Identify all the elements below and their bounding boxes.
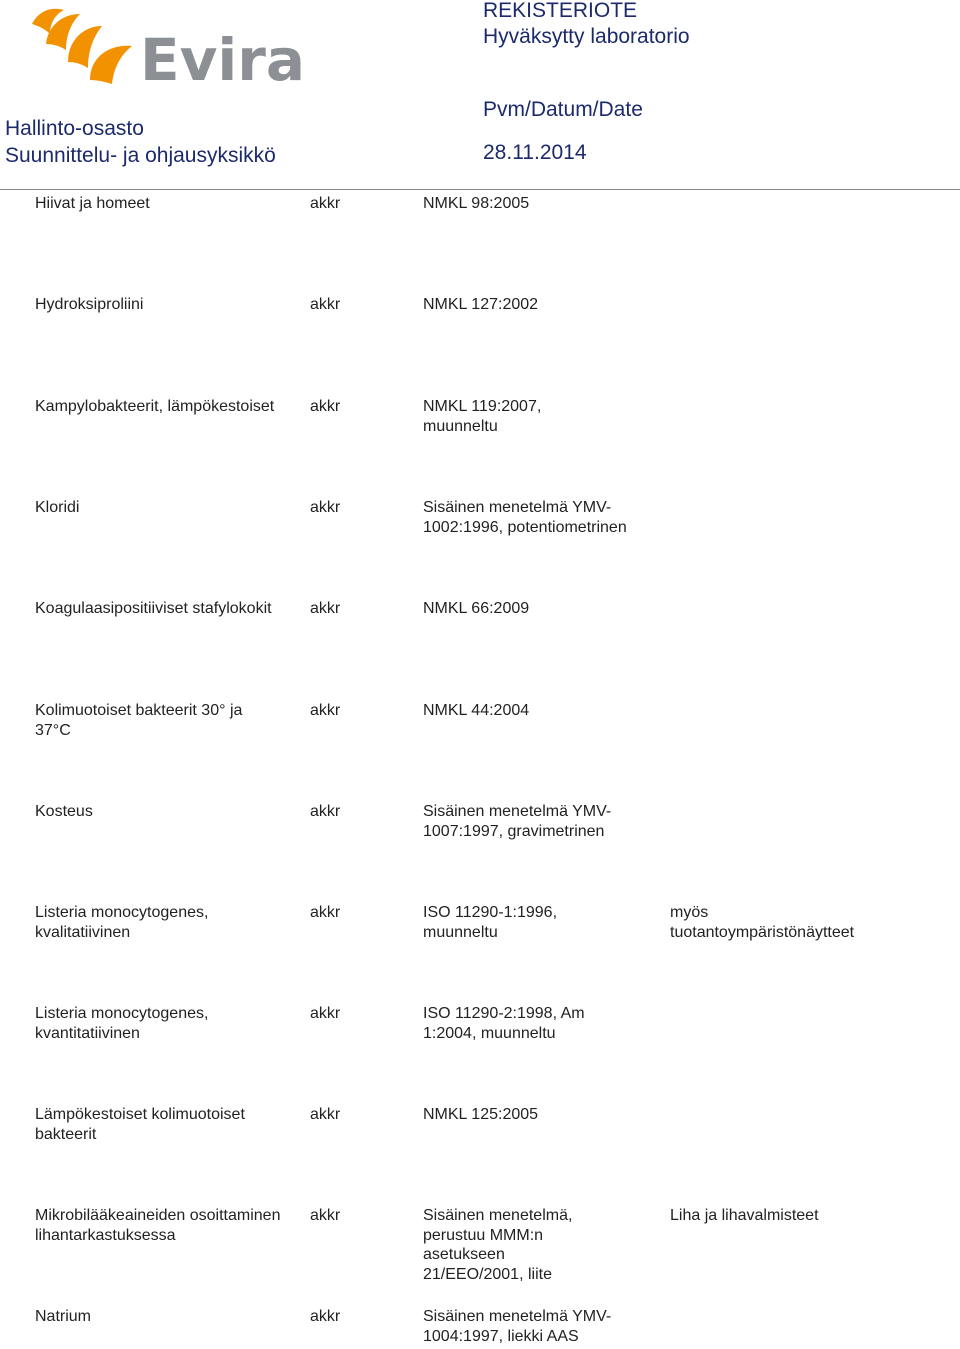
date-value: 28.11.2014: [483, 141, 587, 164]
method-reference: NMKL 44:2004: [423, 702, 530, 719]
analyte-name: Kolimuotoiset bakteerit 30° ja 37°C: [35, 702, 243, 739]
method-reference: NMKL 98:2005: [423, 195, 530, 212]
analyte-name: Natrium: [35, 1308, 92, 1325]
header-divider: [0, 189, 960, 190]
analyte-name: Kloridi: [35, 499, 80, 516]
method-reference: NMKL 66:2009: [423, 600, 530, 617]
method-reference: Sisäinen menetelmä, perustuu MMM:n asetukseen 21/EEO/2001, liite: [423, 1207, 573, 1283]
accreditation-status: akkr: [310, 1207, 341, 1224]
accreditation-status: akkr: [310, 803, 341, 820]
accreditation-status: akkr: [310, 296, 341, 313]
analyte-name: Kampylobakteerit, lämpökestoiset: [35, 398, 275, 415]
method-reference: Sisäinen menetelmä YMV-1007:1997, gravimetrinen: [423, 803, 612, 840]
accreditation-status: akkr: [310, 702, 341, 719]
date-label: Pvm/Datum/Date: [483, 98, 643, 121]
row-note: Liha ja lihavalmisteet: [670, 1207, 819, 1224]
logo-wordmark: Evira: [140, 26, 306, 86]
analyte-name: Listeria monocytogenes, kvantitatiivinen: [35, 1005, 209, 1042]
row-note: myös tuotantoympäristönäytteet: [670, 904, 855, 941]
accreditation-status: akkr: [310, 1005, 341, 1022]
document-type: REKISTERIOTE: [483, 0, 638, 22]
document-subtitle: Hyväksytty laboratorio: [483, 25, 690, 48]
accreditation-status: akkr: [310, 1308, 341, 1325]
accreditation-status: akkr: [310, 600, 341, 617]
unit-name: Suunnittelu- ja ohjausyksikkö: [5, 144, 276, 167]
method-reference: ISO 11290-2:1998, Am 1:2004, muunneltu: [423, 1005, 585, 1042]
method-reference: Sisäinen menetelmä YMV-1002:1996, potentiometrinen: [423, 499, 627, 536]
analyte-name: Hiivat ja homeet: [35, 195, 150, 212]
analyte-name: Koagulaasipositiiviset stafylokokit: [35, 600, 272, 617]
accreditation-status: akkr: [310, 398, 341, 415]
evira-logo: [28, 4, 308, 86]
analyte-name: Mikrobilääkeaineiden osoittaminen lihantarkastuksessa: [35, 1207, 281, 1244]
analyte-name: Kosteus: [35, 803, 93, 820]
accreditation-status: akkr: [310, 499, 341, 516]
analyte-name: Listeria monocytogenes, kvalitatiivinen: [35, 904, 209, 941]
method-reference: Sisäinen menetelmä YMV-1004:1997, liekki AAS: [423, 1308, 612, 1345]
accreditation-status: akkr: [310, 1106, 341, 1123]
accreditation-status: akkr: [310, 904, 341, 921]
evira-logo-graphic: [28, 4, 308, 86]
analyte-name: Hydroksiproliini: [35, 296, 144, 313]
method-reference: NMKL 119:2007, muunneltu: [423, 398, 542, 435]
department-name: Hallinto-osasto: [5, 117, 144, 140]
method-reference: ISO 11290-1:1996, muunneltu: [423, 904, 558, 941]
method-reference: NMKL 125:2005: [423, 1106, 539, 1123]
accreditation-status: akkr: [310, 195, 341, 212]
method-reference: NMKL 127:2002: [423, 296, 539, 313]
analyte-name: Lämpökestoiset kolimuotoiset bakteerit: [35, 1106, 245, 1143]
